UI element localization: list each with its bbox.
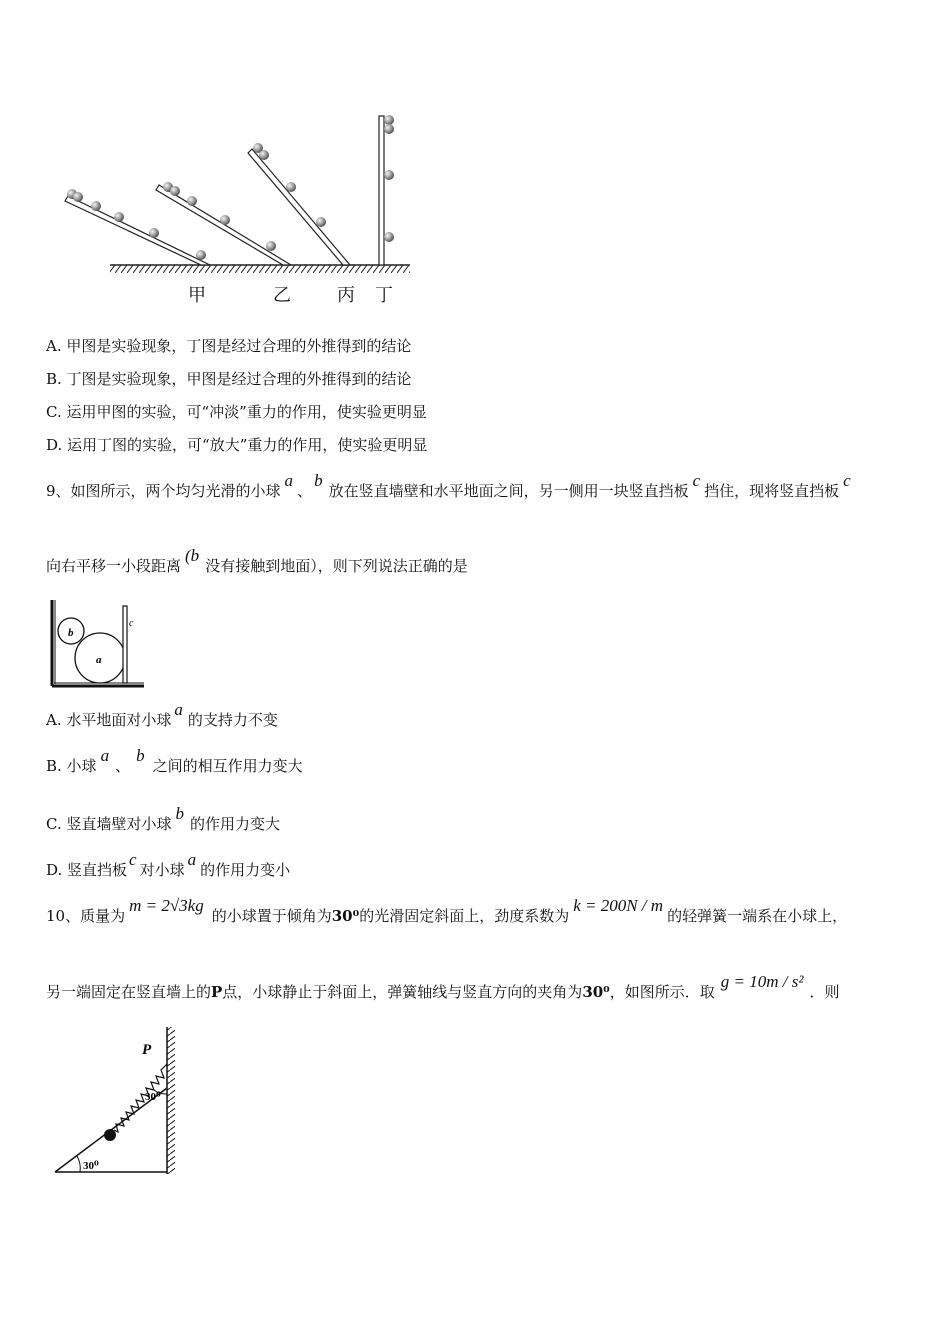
q10-stem-line2: 另一端固定在竖直墙上的P点，小球静止于斜面上，弹簧轴线与竖直方向的夹角为30⁰，如图所示．取g = 10m / s²．则 (46, 972, 840, 1001)
spring-angle-label: 30⁰ (145, 1091, 161, 1103)
board-c-label: c (129, 618, 134, 629)
spring-constant: k = 200N / m (573, 896, 664, 915)
var-a: a (100, 746, 110, 765)
q10-stem-line1: 10、质量为m = 2√3kg的小球置于倾角为30⁰的光滑固定斜面上，劲度系数为k = 200N / m的轻弹簧一端系在小球上， (46, 896, 848, 925)
var-c: c (843, 471, 851, 490)
q9-text: 放在竖直墙壁和水平地面之间，另一侧用一块竖直挡板 (328, 482, 689, 500)
var-a: a (174, 700, 183, 719)
q9-option-c: C. 竖直墙壁对小球b的作用力变大 (46, 804, 280, 833)
q8-option-c: C. 运用甲图的实验，可“冲淡”重力的作用，使实验更明显 (46, 403, 427, 421)
gravity-formula: g = 10m / s² (720, 972, 804, 991)
ball-a-label: a (96, 654, 102, 666)
plane-ding (379, 115, 394, 265)
paren-b: (b (185, 546, 200, 565)
var-a: a (187, 850, 197, 869)
q9-text: 挡住，现将竖直挡板 (704, 482, 840, 500)
var-c: c (692, 471, 701, 490)
q9-text: 向右平移一小段距离 (46, 557, 182, 575)
point-p-label: P (142, 1042, 152, 1058)
label-jia: 甲 (188, 285, 206, 306)
q9-stem-line1 (46, 471, 851, 501)
q9-option-b: B. 小球a、b之间的相互作用力变大 (46, 746, 303, 775)
q9-option-d: D. 竖直挡板c对小球a的作用力变小 (46, 850, 291, 879)
q9-sep: 、 (297, 482, 313, 500)
q8-option-a: A. 甲图是实验现象，丁图是经过合理的外推得到的结论 (46, 337, 412, 355)
incline-angle-label: 30⁰ (83, 1160, 99, 1172)
angle-value: 30⁰ (331, 907, 360, 925)
ball-b-label: b (68, 627, 74, 639)
point-p: P (211, 983, 223, 1001)
var-b: b (175, 804, 184, 823)
q9-stem-line2 (46, 546, 468, 576)
angle-value: 30⁰ (582, 983, 610, 1001)
var-a: a (284, 471, 294, 490)
q9-text: 9、如图所示，两个均匀光滑的小球 (46, 482, 281, 500)
incline-spring-figure (50, 1022, 185, 1182)
plane-bing (248, 143, 350, 265)
var-c: c (129, 850, 137, 869)
q9-text: 没有接触到地面），则下列说法正确的是 (205, 557, 468, 575)
label-ding: 丁 (375, 285, 393, 306)
label-yi: 乙 (273, 285, 291, 306)
q8-option-d: D. 运用丁图的实验，可“放大”重力的作用，使实验更明显 (46, 436, 428, 454)
two-balls-figure (48, 598, 148, 690)
var-b: b (314, 471, 323, 490)
inclined-planes-figure (55, 105, 425, 305)
mass-formula: m = 2√3kg (129, 896, 204, 915)
q8-option-b: B. 丁图是实验现象，甲图是经过合理的外推得到的结论 (46, 370, 412, 388)
q9-option-a: A. 水平地面对小球a的支持力不变 (46, 700, 278, 729)
var-b: b (136, 746, 145, 765)
label-bing: 丙 (337, 285, 355, 306)
